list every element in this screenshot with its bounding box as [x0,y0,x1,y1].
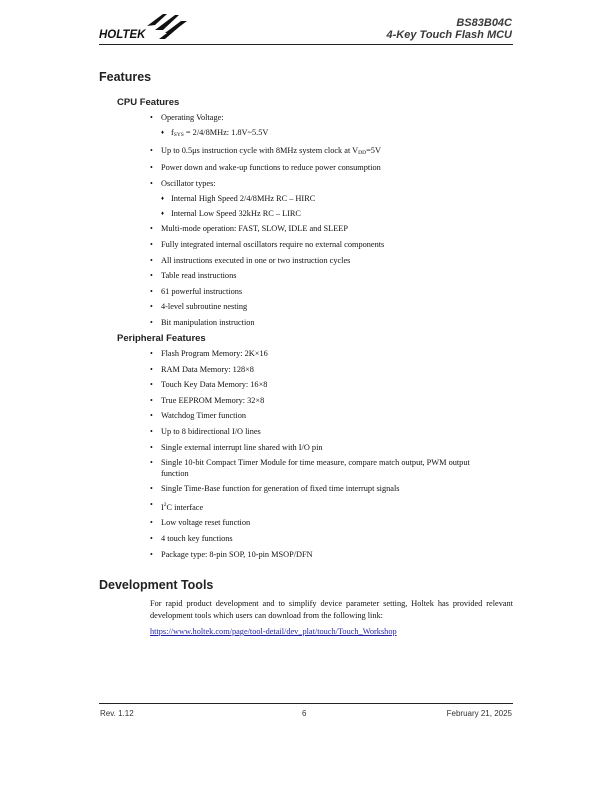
bullet-icon: • [150,349,153,358]
bullet-icon: • [150,549,153,559]
bullet-icon: • [150,224,153,234]
bullet-icon: • [150,534,153,544]
diamond-bullet-icon: ♦ [161,195,165,202]
bullet-icon: • [150,163,153,173]
bullet-icon: • [150,113,153,122]
list-item: • Touch Key Data Memory: 16×8 [150,380,268,390]
peripheral-features-heading: Peripheral Features [117,333,206,344]
list-item: • $I^2C$ interface [150,499,204,512]
bullet-icon: • [150,145,153,155]
revision: Rev. 1.12 [100,709,134,718]
bullet-icon: • [150,411,153,421]
holtek-logo-icon [99,13,187,43]
list-item: • True EEPROM Memory: 32×8 [150,395,265,405]
diamond-bullet-icon: ♦ [161,130,165,136]
list-item: • Package type: 8-pin SOP, 10-pin MSOP/DFN [150,549,313,559]
publish-date: February 21, 2025 [446,709,512,718]
list-item: • Oscillator types: ♦ Internal High Speed 2/4/8MHz RC – HIRC ♦ Internal Low Speed 32kHz RC – LIRC [150,179,515,220]
list-item: ♦ $f_{SYS} = 2/4/8MHz$: 1.8V~5.5V [161,128,269,138]
development-tools-heading: Development Tools [99,578,214,592]
bullet-icon: • [150,286,153,296]
features-heading: Features [99,70,152,84]
bullet-icon: • [150,255,153,265]
list-item: • 4 touch key functions [150,534,233,544]
bullet-icon: • [150,458,153,468]
bullet-icon: • [150,442,153,452]
bullet-icon: • [150,518,153,528]
list-item: • 4-level subroutine nesting [150,302,248,312]
list-item: • Up to 8 bidirectional I/O lines [150,426,261,436]
bullet-icon: • [150,178,153,188]
bullet-icon: • [150,271,153,281]
bullet-icon: • [150,395,153,405]
document-title: 4-Key Touch Flash MCU [386,29,512,41]
list-item: • Single 10-bit Compact Timer Module for time measure, compare match output, PWM output function [150,458,470,478]
list-item: • Power down and wake-up functions to reduce power consumption [150,163,381,173]
bullet-icon: • [150,317,153,327]
development-tools-text: For rapid product development and to simplify device parameter setting, Holtek has provided relevant development tools which users can download from the following link: [150,599,513,620]
part-number: BS83B04C [456,17,512,29]
cpu-features-heading: CPU Features [117,97,180,108]
header-divider [99,44,513,45]
list-item: • Single external interrupt line shared with I/O pin [150,442,323,452]
list-item: ♦ Internal Low Speed 32kHz RC – LIRC [161,208,301,218]
list-item: • Multi-mode operation: FAST, SLOW, IDLE and SLEEP [150,224,348,234]
list-item: • Flash Program Memory: 2K×16 [150,349,268,358]
workshop-download-link[interactable]: https://www.holtek.com/page/tool-detail/dev_plat/touch/Touch_Workshop [150,627,397,636]
bullet-icon: • [150,364,153,374]
bullet-icon: • [150,302,153,312]
bullet-icon: • [150,239,153,249]
list-item: ♦ Internal High Speed 2/4/8MHz RC – HIRC [161,193,316,203]
list-item: • All instructions executed in one or two instruction cycles [150,255,351,265]
bullet-icon: • [150,426,153,436]
logo-text: HOLTEK [99,29,146,41]
list-item: • Low voltage reset function [150,518,251,528]
list-item: • Watchdog Timer function [150,411,247,421]
bullet-icon: • [150,380,153,390]
list-item: • Bit manipulation instruction [150,317,255,327]
footer-divider [99,703,513,704]
diamond-bullet-icon: ♦ [161,210,165,217]
list-item: • Operating Voltage: ♦ $f_{SYS} = 2/4/8MHz$: 1.8V~5.5V [150,113,515,141]
bullet-icon: • [150,499,153,509]
bullet-icon: • [150,484,153,494]
list-item: • 61 powerful instructions [150,286,243,296]
cpu-features-list [150,113,515,334]
list-item: • Up to 0.5μs instruction cycle with 8MHz system clock at $V_{DD}=5V$ [150,145,381,156]
list-item: • Single Time-Base function for generation of fixed time interrupt signals [150,484,400,494]
list-item: • RAM Data Memory: 128×8 [150,364,254,374]
peripheral-features-list [150,349,515,565]
list-item: • Fully integrated internal oscillators require no external components [150,239,385,249]
list-item: • Table read instructions [150,271,237,281]
page-number: 6 [302,709,307,718]
